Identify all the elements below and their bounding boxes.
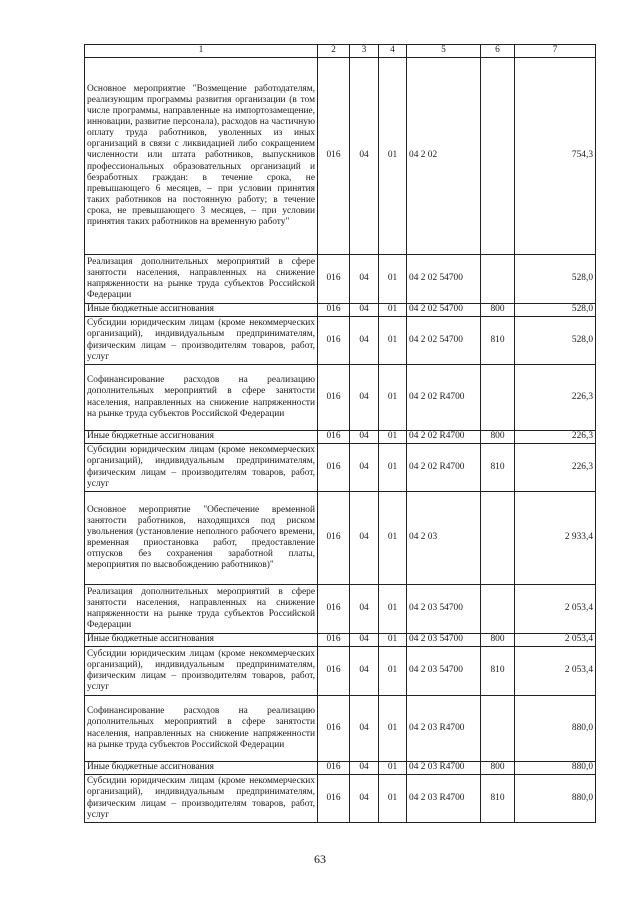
row-name: Иные бюджетные ассигнования [85, 304, 318, 317]
row-expense-type [481, 492, 515, 585]
col-header-6: 6 [481, 45, 515, 58]
row-subsection: 01 [379, 647, 407, 696]
row-subsection: 01 [379, 317, 407, 365]
row-subsection: 01 [379, 775, 407, 823]
row-subsection: 01 [379, 585, 407, 634]
row-name: Софинансирование расходов на реализацию дополнительных мероприятий в сфере занятости населения, направленных на снижение напряженности на рынке труда субъектов Российской Федерации [85, 365, 318, 431]
row-amount: 2 933,4 [515, 492, 596, 585]
row-target-article: 04 2 03 R4700 [407, 696, 481, 762]
row-expense-type: 800 [481, 431, 515, 444]
row-expense-type: 800 [481, 304, 515, 317]
row-target-article: 04 2 02 54700 [407, 317, 481, 365]
row-expense-type: 810 [481, 647, 515, 696]
row-section: 04 [350, 775, 379, 823]
row-section: 04 [350, 634, 379, 647]
col-header-3: 3 [350, 45, 379, 58]
row-expense-type: 810 [481, 775, 515, 823]
row-subsection: 01 [379, 634, 407, 647]
row-amount: 2 053,4 [515, 647, 596, 696]
row-ministry-code: 016 [318, 647, 350, 696]
row-target-article: 04 2 03 54700 [407, 634, 481, 647]
row-subsection: 01 [379, 762, 407, 775]
col-header-4: 4 [379, 45, 407, 58]
row-name: Субсидии юридическим лицам (кроме некоммерческих организаций), индивидуальным предпринимателям, физическим лицам – производителям товаров, работ, услуг [85, 317, 318, 365]
table-row [85, 775, 596, 823]
row-subsection: 01 [379, 365, 407, 431]
budget-table [84, 44, 596, 823]
row-name: Иные бюджетные ассигнования [85, 431, 318, 444]
row-expense-type [481, 58, 515, 255]
row-target-article: 04 2 03 54700 [407, 647, 481, 696]
row-amount: 528,0 [515, 317, 596, 365]
row-amount: 226,3 [515, 444, 596, 492]
row-section: 04 [350, 365, 379, 431]
row-ministry-code: 016 [318, 255, 350, 304]
row-amount: 528,0 [515, 255, 596, 304]
row-amount: 754,3 [515, 58, 596, 255]
row-name: Иные бюджетные ассигнования [85, 762, 318, 775]
row-target-article: 04 2 03 [407, 492, 481, 585]
row-name: Основное мероприятие "Возмещение работодателям, реализующим программы развития организации (в том числе программы, направленные на импортозамещение, инновации, развитие персонала), расходов на частичную оплату труда работников, уволенных из иных организаций в связи с ликвидацией либо сокращением численности или штата работников, выпускников профессиональных образовательных организаций и безработных граждан: в течение срока, не превышающего 6 месяцев, – при условии принятия таких работников на постоянную работу; в течение срока, не превышающего 3 месяцев, – при условии принятия таких работников на временную работу" [85, 58, 318, 255]
row-ministry-code: 016 [318, 634, 350, 647]
row-amount: 226,3 [515, 365, 596, 431]
row-section: 04 [350, 585, 379, 634]
row-expense-type [481, 255, 515, 304]
row-section: 04 [350, 647, 379, 696]
row-expense-type: 800 [481, 762, 515, 775]
row-subsection: 01 [379, 444, 407, 492]
table-row [85, 647, 596, 696]
row-amount: 226,3 [515, 431, 596, 444]
row-section: 04 [350, 444, 379, 492]
row-ministry-code: 016 [318, 317, 350, 365]
header-row [85, 45, 596, 58]
table-row [85, 492, 596, 585]
row-target-article: 04 2 03 R4700 [407, 762, 481, 775]
table-row [85, 696, 596, 762]
row-amount: 2 053,4 [515, 585, 596, 634]
row-section: 04 [350, 762, 379, 775]
table-row [85, 255, 596, 304]
row-name: Субсидии юридическим лицам (кроме некоммерческих организаций), индивидуальным предпринимателям, физическим лицам – производителям товаров, работ, услуг [85, 775, 318, 823]
row-amount: 880,0 [515, 775, 596, 823]
row-section: 04 [350, 58, 379, 255]
row-section: 04 [350, 304, 379, 317]
table-row [85, 634, 596, 647]
row-name: Реализация дополнительных мероприятий в сфере занятости населения, направленных на снижение напряженности на рынке труда субъектов Российской Федерации [85, 585, 318, 634]
row-target-article: 04 2 02 R4700 [407, 444, 481, 492]
row-section: 04 [350, 431, 379, 444]
row-section: 04 [350, 317, 379, 365]
row-name: Основное мероприятие "Обеспечение временной занятости работников, находящихся под риском увольнения (установление неполного рабочего времени, временная приостановка работ, предоставление отпусков без сохранения заработной платы, мероприятия по высвобождению работников)" [85, 492, 318, 585]
row-ministry-code: 016 [318, 444, 350, 492]
row-expense-type [481, 585, 515, 634]
row-target-article: 04 2 03 R4700 [407, 775, 481, 823]
row-name: Субсидии юридическим лицам (кроме некоммерческих организаций), индивидуальным предпринимателям, физическим лицам – производителям товаров, работ, услуг [85, 444, 318, 492]
page-number: 63 [314, 852, 326, 866]
row-target-article: 04 2 02 [407, 58, 481, 255]
row-amount: 2 053,4 [515, 634, 596, 647]
row-target-article: 04 2 02 R4700 [407, 431, 481, 444]
row-section: 04 [350, 255, 379, 304]
row-name: Софинансирование расходов на реализацию дополнительных мероприятий в сфере занятости населения, направленных на снижение напряженности на рынке труда субъектов Российской Федерации [85, 696, 318, 762]
table-row [85, 365, 596, 431]
col-header-2: 2 [318, 45, 350, 58]
table-row [85, 58, 596, 255]
row-ministry-code: 016 [318, 585, 350, 634]
row-amount: 880,0 [515, 762, 596, 775]
table-row [85, 304, 596, 317]
row-subsection: 01 [379, 255, 407, 304]
row-name: Иные бюджетные ассигнования [85, 634, 318, 647]
row-amount: 528,0 [515, 304, 596, 317]
row-subsection: 01 [379, 431, 407, 444]
table-row [85, 444, 596, 492]
col-header-1: 1 [85, 45, 318, 58]
row-subsection: 01 [379, 58, 407, 255]
row-ministry-code: 016 [318, 365, 350, 431]
row-ministry-code: 016 [318, 58, 350, 255]
row-ministry-code: 016 [318, 492, 350, 585]
row-ministry-code: 016 [318, 775, 350, 823]
row-amount: 880,0 [515, 696, 596, 762]
col-header-7: 7 [515, 45, 596, 58]
row-target-article: 04 2 02 R4700 [407, 365, 481, 431]
row-ministry-code: 016 [318, 762, 350, 775]
row-name: Реализация дополнительных мероприятий в сфере занятости населения, направленных на снижение напряженности на рынке труда субъектов Российской Федерации [85, 255, 318, 304]
row-target-article: 04 2 03 54700 [407, 585, 481, 634]
row-ministry-code: 016 [318, 431, 350, 444]
row-subsection: 01 [379, 492, 407, 585]
table-row [85, 317, 596, 365]
row-section: 04 [350, 492, 379, 585]
row-expense-type [481, 365, 515, 431]
table-row [85, 431, 596, 444]
col-header-5: 5 [407, 45, 481, 58]
row-expense-type: 810 [481, 444, 515, 492]
row-name: Субсидии юридическим лицам (кроме некоммерческих организаций), индивидуальным предпринимателям, физическим лицам – производителям товаров, работ, услуг [85, 647, 318, 696]
row-ministry-code: 016 [318, 304, 350, 317]
table-row [85, 585, 596, 634]
row-expense-type: 810 [481, 317, 515, 365]
row-target-article: 04 2 02 54700 [407, 255, 481, 304]
table-row [85, 762, 596, 775]
row-expense-type: 800 [481, 634, 515, 647]
row-expense-type [481, 696, 515, 762]
row-target-article: 04 2 02 54700 [407, 304, 481, 317]
row-subsection: 01 [379, 696, 407, 762]
row-section: 04 [350, 696, 379, 762]
row-ministry-code: 016 [318, 696, 350, 762]
row-subsection: 01 [379, 304, 407, 317]
